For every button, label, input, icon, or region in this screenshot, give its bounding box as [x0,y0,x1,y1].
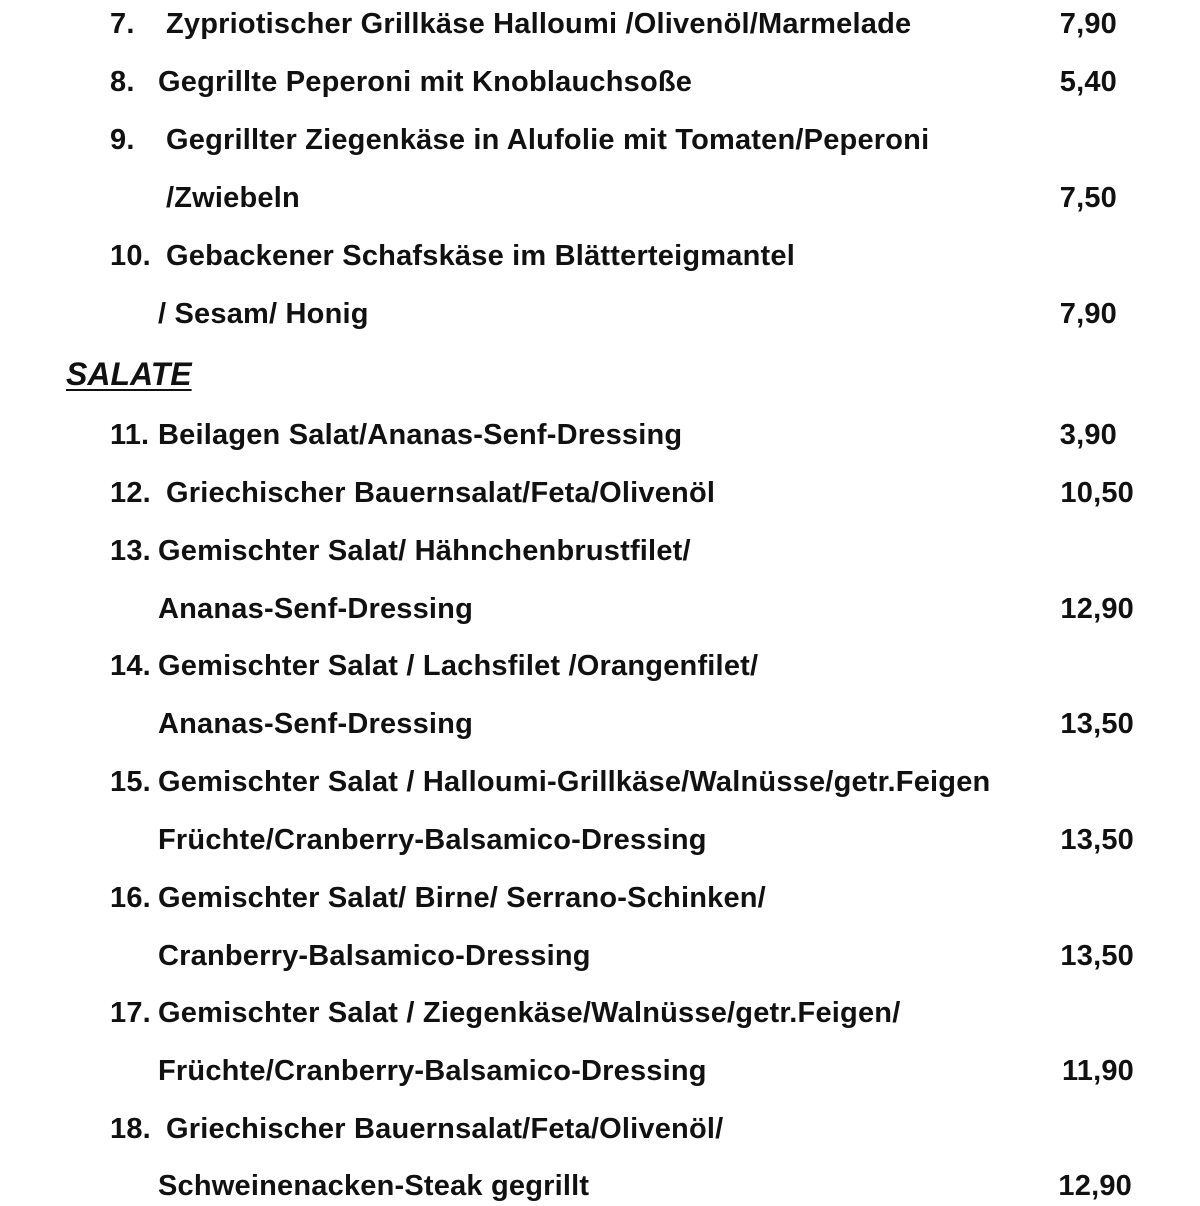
item-description: Griechischer Bauernsalat/Feta/Olivenöl/ [166,1113,724,1145]
item-description-continuation: / Sesam/ Honig [158,298,369,330]
item-description: Gemischter Salat / Lachsfilet /Orangenfilet/ [158,650,759,682]
item-price: 12,90 [1060,593,1134,625]
section-title-salate: SALATE [66,356,192,392]
item-number: 15. [110,766,151,798]
item-number: 7. [110,8,135,40]
item-description: Gegrillte Peperoni mit Knoblauchsoße [158,66,693,98]
item-description-continuation: Früchte/Cranberry-Balsamico-Dressing [158,824,707,856]
item-price: 13,50 [1060,940,1134,972]
item-price: 5,40 [1059,66,1117,98]
item-number: 9. [110,124,135,156]
item-description: Griechischer Bauernsalat/Feta/Olivenöl [166,477,716,509]
item-description-continuation: Schweinenacken-Steak gegrillt [158,1170,590,1202]
item-price: 3,90 [1059,419,1117,451]
item-price: 7,50 [1059,182,1117,214]
item-description-continuation: Ananas-Senf-Dressing [158,593,474,625]
item-price: 13,50 [1060,708,1134,740]
item-description: Gemischter Salat/ Birne/ Serrano-Schinken/ [158,882,766,914]
item-price: 7,90 [1059,8,1117,40]
item-number: 8. [110,66,135,98]
item-description: Gemischter Salat / Ziegenkäse/Walnüsse/getr.Feigen/ [158,997,901,1029]
item-number: 13. [110,535,151,567]
item-number: 14. [110,650,151,682]
item-price: 11,90 [1062,1055,1134,1087]
item-number: 12. [110,477,151,509]
item-price: 12,90 [1058,1170,1132,1202]
item-description: Gegrillter Ziegenkäse in Alufolie mit Tomaten/Peperoni [166,124,930,156]
item-description: Gemischter Salat / Halloumi-Grillkäse/Walnüsse/getr.Feigen [158,766,991,798]
item-price: 13,50 [1060,824,1134,856]
item-description-continuation: /Zwiebeln [166,182,300,214]
item-price: 7,90 [1059,298,1117,330]
item-number: 18. [110,1113,151,1145]
item-description: Zypriotischer Grillkäse Halloumi /Olivenöl/Marmelade [166,8,912,40]
item-number: 16. [110,882,151,914]
item-description-continuation: Cranberry-Balsamico-Dressing [158,940,591,972]
item-number: 11. [110,419,150,451]
item-description-continuation: Früchte/Cranberry-Balsamico-Dressing [158,1055,707,1087]
item-number: 17. [110,997,151,1029]
item-description: Gemischter Salat/ Hähnchenbrustfilet/ [158,535,691,567]
item-description: Gebackener Schafskäse im Blätterteigmantel [166,240,795,272]
item-number: 10. [110,240,151,272]
item-description: Beilagen Salat/Ananas-Senf-Dressing [158,419,683,451]
item-description-continuation: Ananas-Senf-Dressing [158,708,474,740]
item-price: 10,50 [1060,477,1134,509]
